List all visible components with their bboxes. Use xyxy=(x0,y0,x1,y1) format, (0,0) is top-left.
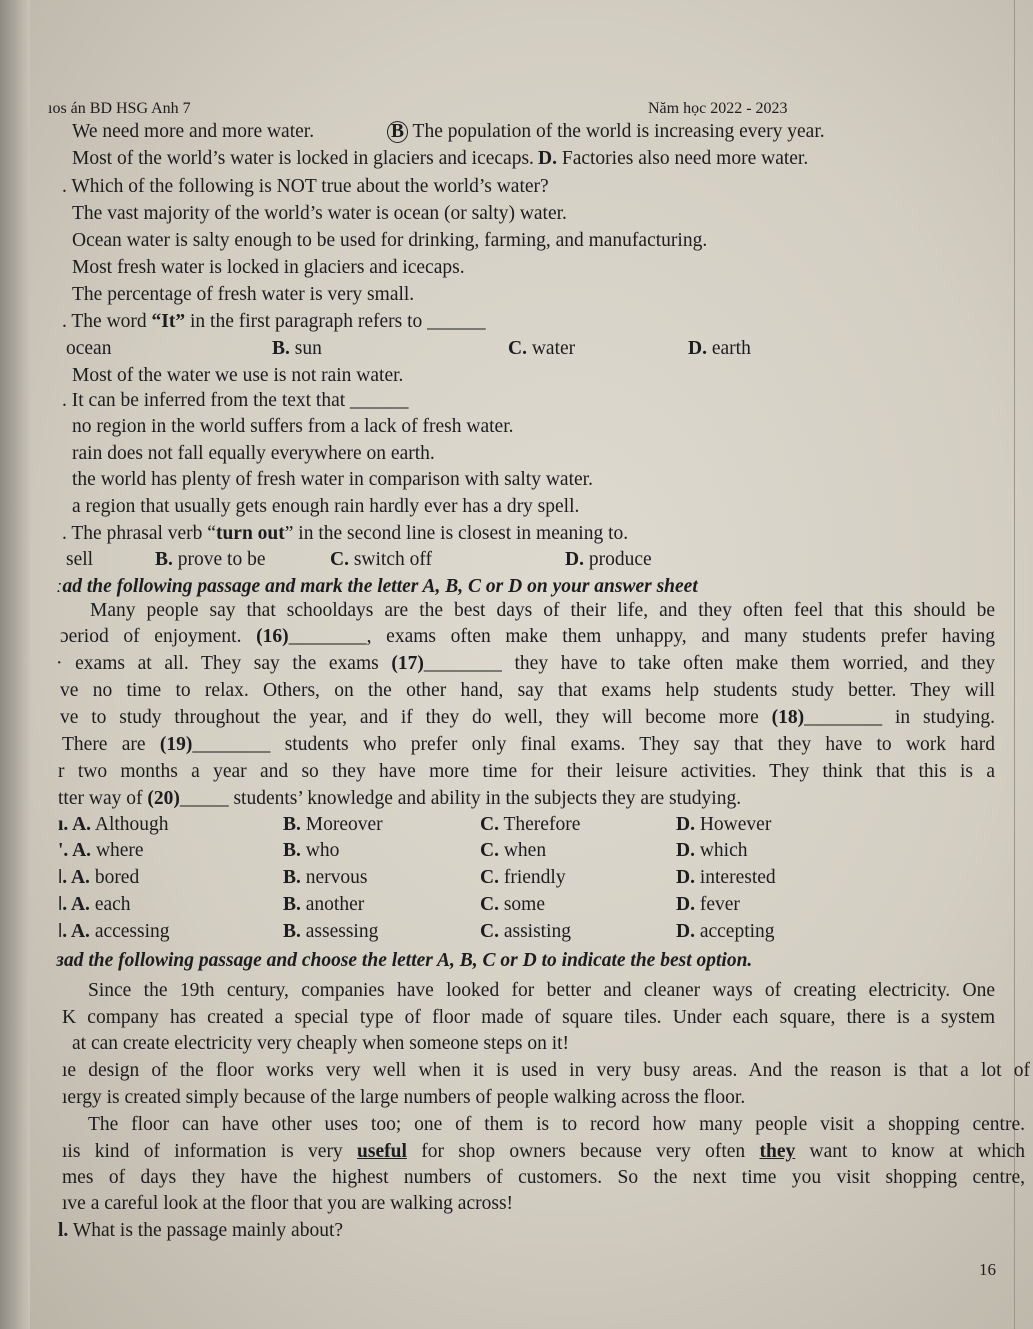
text-run: earth xyxy=(706,338,751,359)
answer-option xyxy=(676,839,748,863)
text-line xyxy=(72,495,579,519)
bold-text: “It” xyxy=(151,311,186,332)
text-run: when xyxy=(498,840,547,861)
page-number: 16 xyxy=(979,1260,996,1279)
bold-text: C. xyxy=(480,840,499,861)
text-run: a region that usually gets enough rain hardly ever has a dry spell. xyxy=(72,496,580,517)
text-run: Many people say that schooldays are the best days of their life, and they often feel that this should be xyxy=(90,600,995,621)
text-run: ɔeriod of enjoyment. xyxy=(60,626,257,647)
text-run: bored xyxy=(89,867,140,888)
bold-text: B. xyxy=(272,338,290,359)
answer-option xyxy=(330,548,432,572)
circled-answer: B xyxy=(387,121,408,143)
text-line xyxy=(58,760,995,784)
text-run: Therefore xyxy=(498,814,581,835)
bold-text: C. xyxy=(330,549,349,570)
text-line xyxy=(56,949,752,973)
bold-text: (16) xyxy=(256,626,289,647)
text-run: ıve a careful look at the floor that you are walking across! xyxy=(62,1193,514,1214)
bold-text: C. xyxy=(480,814,499,835)
text-line xyxy=(62,389,409,413)
text-run: in the first paragraph refers to ______ xyxy=(185,311,486,332)
bold-text: B. xyxy=(283,840,301,861)
text-run: friendly xyxy=(498,867,566,888)
text-line xyxy=(58,787,741,811)
text-run: tter way of xyxy=(58,788,148,809)
bold-text: B. xyxy=(283,814,301,835)
text-run: Most of the world’s water is locked in glaciers and icecaps. xyxy=(72,148,534,169)
text-line xyxy=(62,522,628,546)
answer-option xyxy=(480,839,546,863)
bold-text: l. xyxy=(58,1220,69,1241)
bold-text: C. xyxy=(480,894,499,915)
text-line xyxy=(72,283,414,307)
text-run: ıis kind of information is very xyxy=(62,1141,358,1162)
bold-text: D. xyxy=(676,840,695,861)
text-run: Ocean water is salty enough to be used for drinking, farming, and manufacturing. xyxy=(72,230,708,251)
bold-text: D. xyxy=(688,338,707,359)
text-run: · exams at all. They say the exams xyxy=(56,653,392,674)
bold-text: C. xyxy=(508,338,527,359)
text-line xyxy=(60,625,995,649)
text-run: However xyxy=(694,814,772,835)
text-run: The population of the world is increasing every year. xyxy=(408,121,825,142)
header-right: Năm học 2022 - 2023 xyxy=(648,100,788,117)
text-line xyxy=(88,979,995,1003)
bold-text: ǀ. A. xyxy=(58,894,90,915)
text-run: who xyxy=(300,840,340,861)
text-line xyxy=(62,1006,995,1030)
text-run: water xyxy=(526,338,576,359)
bold-text: B. xyxy=(155,549,173,570)
text-run: . It can be inferred from the text that ______ xyxy=(62,390,409,411)
answer-option xyxy=(676,893,740,917)
bold-text: C. xyxy=(480,867,499,888)
text-run: Moreover xyxy=(300,814,383,835)
bold-text: B. xyxy=(283,921,301,942)
text-run: The vast majority of the world’s water is ocean (or salty) water. xyxy=(72,203,567,224)
text-run: The floor can have other uses too; one of them is to record how many people visit a shopping centre. xyxy=(88,1114,1025,1135)
text-run: mes of days they have the highest numbers of customers. So the next time you visit shopping centre, xyxy=(62,1167,1025,1188)
text-run: ” in the second line is closest in meaning to. xyxy=(284,523,629,544)
text-run: another xyxy=(300,894,365,915)
text-line xyxy=(72,364,403,388)
answer-option xyxy=(272,337,322,361)
answer-option xyxy=(480,893,545,917)
text-run: r two months a year and so they have more time for their leisure activities. They think that this is a xyxy=(58,761,995,782)
bold-text: useful xyxy=(357,1141,407,1162)
text-line xyxy=(62,1140,1025,1164)
bold-text: (18) xyxy=(771,707,805,728)
bold-text: B. xyxy=(283,894,301,915)
text-line xyxy=(62,1086,745,1110)
bold-text: ı. A. xyxy=(58,814,92,835)
answer-option xyxy=(283,839,339,863)
bold-text: B. xyxy=(283,867,301,888)
answer-option xyxy=(72,147,534,171)
text-run: ocean xyxy=(66,338,112,359)
text-run: . The phrasal verb “ xyxy=(62,523,216,544)
text-run: ıe design of the floor works very well when it is used in very busy areas. And the reason is that a lot of xyxy=(62,1060,1030,1081)
bold-text: D. xyxy=(565,549,584,570)
text-run: Factories also need more water. xyxy=(556,148,809,169)
text-run: ________, exams often make them unhappy, and many students prefer having xyxy=(288,626,996,647)
text-run: ıergy is created simply because of the large numbers of people walking across the floor. xyxy=(62,1087,746,1108)
text-run: rain does not fall equally everywhere on earth. xyxy=(72,443,435,464)
answer-option xyxy=(283,866,368,890)
text-run: accessing xyxy=(89,921,170,942)
answer-option xyxy=(283,920,378,944)
bold-text: D. xyxy=(676,894,695,915)
answer-option xyxy=(538,147,808,171)
text-run: The percentage of fresh water is very small. xyxy=(72,284,415,305)
answer-option xyxy=(66,548,93,572)
text-line xyxy=(72,442,435,466)
answer-option xyxy=(676,866,776,890)
text-line xyxy=(72,229,707,253)
text-line xyxy=(72,1032,569,1056)
bold-text: ǀ. A. xyxy=(58,867,90,888)
text-run: K company has created a special type of floor made of square tiles. Under each square, there is a system xyxy=(62,1007,995,1028)
text-run: ________ they have to take often make them worried, and they xyxy=(423,653,995,674)
bold-text: C. xyxy=(480,921,499,942)
text-run: sell xyxy=(66,549,94,570)
text-run: Most fresh water is locked in glaciers and icecaps. xyxy=(72,257,465,278)
text-line xyxy=(62,175,549,199)
text-run: ve to study throughout the year, and if they do well, they will become more xyxy=(60,707,772,728)
text-run: for shop owners because very often xyxy=(406,1141,760,1162)
answer-option xyxy=(283,813,383,837)
answer-option xyxy=(480,866,566,890)
answer-option xyxy=(508,337,575,361)
answer-option xyxy=(66,337,111,361)
text-run: What is the passage mainly about? xyxy=(68,1220,344,1241)
section-instruction: ːad the following passage and mark the letter A, B, C or D on your answer sheet xyxy=(56,576,698,597)
bold-text: (17) xyxy=(391,653,424,674)
bold-text: they xyxy=(759,1141,796,1162)
text-run: interested xyxy=(694,867,776,888)
text-run: . The word xyxy=(62,311,152,332)
text-run: sun xyxy=(289,338,322,359)
text-run: ________ in studying. xyxy=(804,707,995,728)
answer-option xyxy=(58,866,139,890)
text-run: ve no time to relax. Others, on the other hand, say that exams help students study better. They will xyxy=(60,680,995,701)
answer-option xyxy=(676,920,775,944)
text-line xyxy=(72,256,465,280)
text-run: Although xyxy=(91,814,169,835)
bold-text: (20) xyxy=(147,788,180,809)
text-line xyxy=(72,468,593,492)
bold-text: D. xyxy=(538,148,557,169)
text-run: assessing xyxy=(300,921,379,942)
text-line xyxy=(90,599,995,623)
text-run: . Which of the following is NOT true about the world’s water? xyxy=(62,176,549,197)
answer-option xyxy=(155,548,266,572)
text-run: which xyxy=(694,840,748,861)
answer-option xyxy=(58,813,169,837)
text-run: want to know at which xyxy=(795,1141,1025,1162)
answer-option xyxy=(387,120,825,144)
text-run: prove to be xyxy=(172,549,266,570)
text-run: the world has plenty of fresh water in comparison with salty water. xyxy=(72,469,593,490)
text-run: Most of the water we use is not rain water. xyxy=(72,365,404,386)
text-line xyxy=(62,310,486,334)
bold-text: turn out xyxy=(215,523,285,544)
text-line xyxy=(62,1059,1030,1083)
text-line xyxy=(88,1113,1025,1137)
answer-option xyxy=(565,548,652,572)
bold-text: D. xyxy=(676,921,695,942)
text-run: Since the 19th century, companies have looked for better and cleaner ways of creating electricity. One xyxy=(88,980,995,1001)
text-run: where xyxy=(91,840,144,861)
text-line xyxy=(62,1166,1025,1190)
text-run: We need more and more water. xyxy=(72,121,315,142)
text-run: no region in the world suffers from a lack of fresh water. xyxy=(72,416,514,437)
answer-option xyxy=(688,337,751,361)
text-line xyxy=(56,652,995,676)
text-run: nervous xyxy=(300,867,368,888)
answer-option xyxy=(58,893,131,917)
answer-option xyxy=(283,893,364,917)
answer-option xyxy=(676,813,771,837)
header-left: ıos án BD HSG Anh 7 xyxy=(48,100,191,117)
text-line xyxy=(60,706,995,730)
section-instruction: ɜad the following passage and choose the letter A, B, C or D to indicate the best option. xyxy=(56,950,753,971)
text-line xyxy=(62,733,995,757)
text-run: produce xyxy=(583,549,652,570)
text-run: each xyxy=(89,894,131,915)
text-line xyxy=(58,1219,343,1243)
answer-option xyxy=(480,920,571,944)
bold-text: '. A. xyxy=(58,840,92,861)
text-run: There are xyxy=(62,734,160,755)
text-run: assisting xyxy=(498,921,572,942)
bold-text: D. xyxy=(676,814,695,835)
text-run: fever xyxy=(694,894,740,915)
text-run: some xyxy=(498,894,546,915)
bold-text: ǀ. A. xyxy=(58,921,90,942)
text-run: _____ students’ knowledge and ability in the subjects they are studying. xyxy=(179,788,742,809)
text-line xyxy=(72,415,514,439)
answer-option xyxy=(480,813,580,837)
text-line xyxy=(56,575,698,599)
answer-option xyxy=(58,839,144,863)
text-line xyxy=(72,202,567,226)
text-run: ________ students who prefer only final exams. They say that they have to work hard xyxy=(192,734,996,755)
text-run: switch off xyxy=(348,549,433,570)
bold-text: (19) xyxy=(159,734,193,755)
text-run: at can create electricity very cheaply when someone steps on it! xyxy=(72,1033,570,1054)
answer-option xyxy=(58,920,170,944)
answer-option xyxy=(72,120,314,144)
photo-left-edge xyxy=(0,0,30,1329)
text-run: accepting xyxy=(694,921,775,942)
text-line xyxy=(62,1192,513,1216)
text-line xyxy=(60,679,995,703)
bold-text: D. xyxy=(676,867,695,888)
